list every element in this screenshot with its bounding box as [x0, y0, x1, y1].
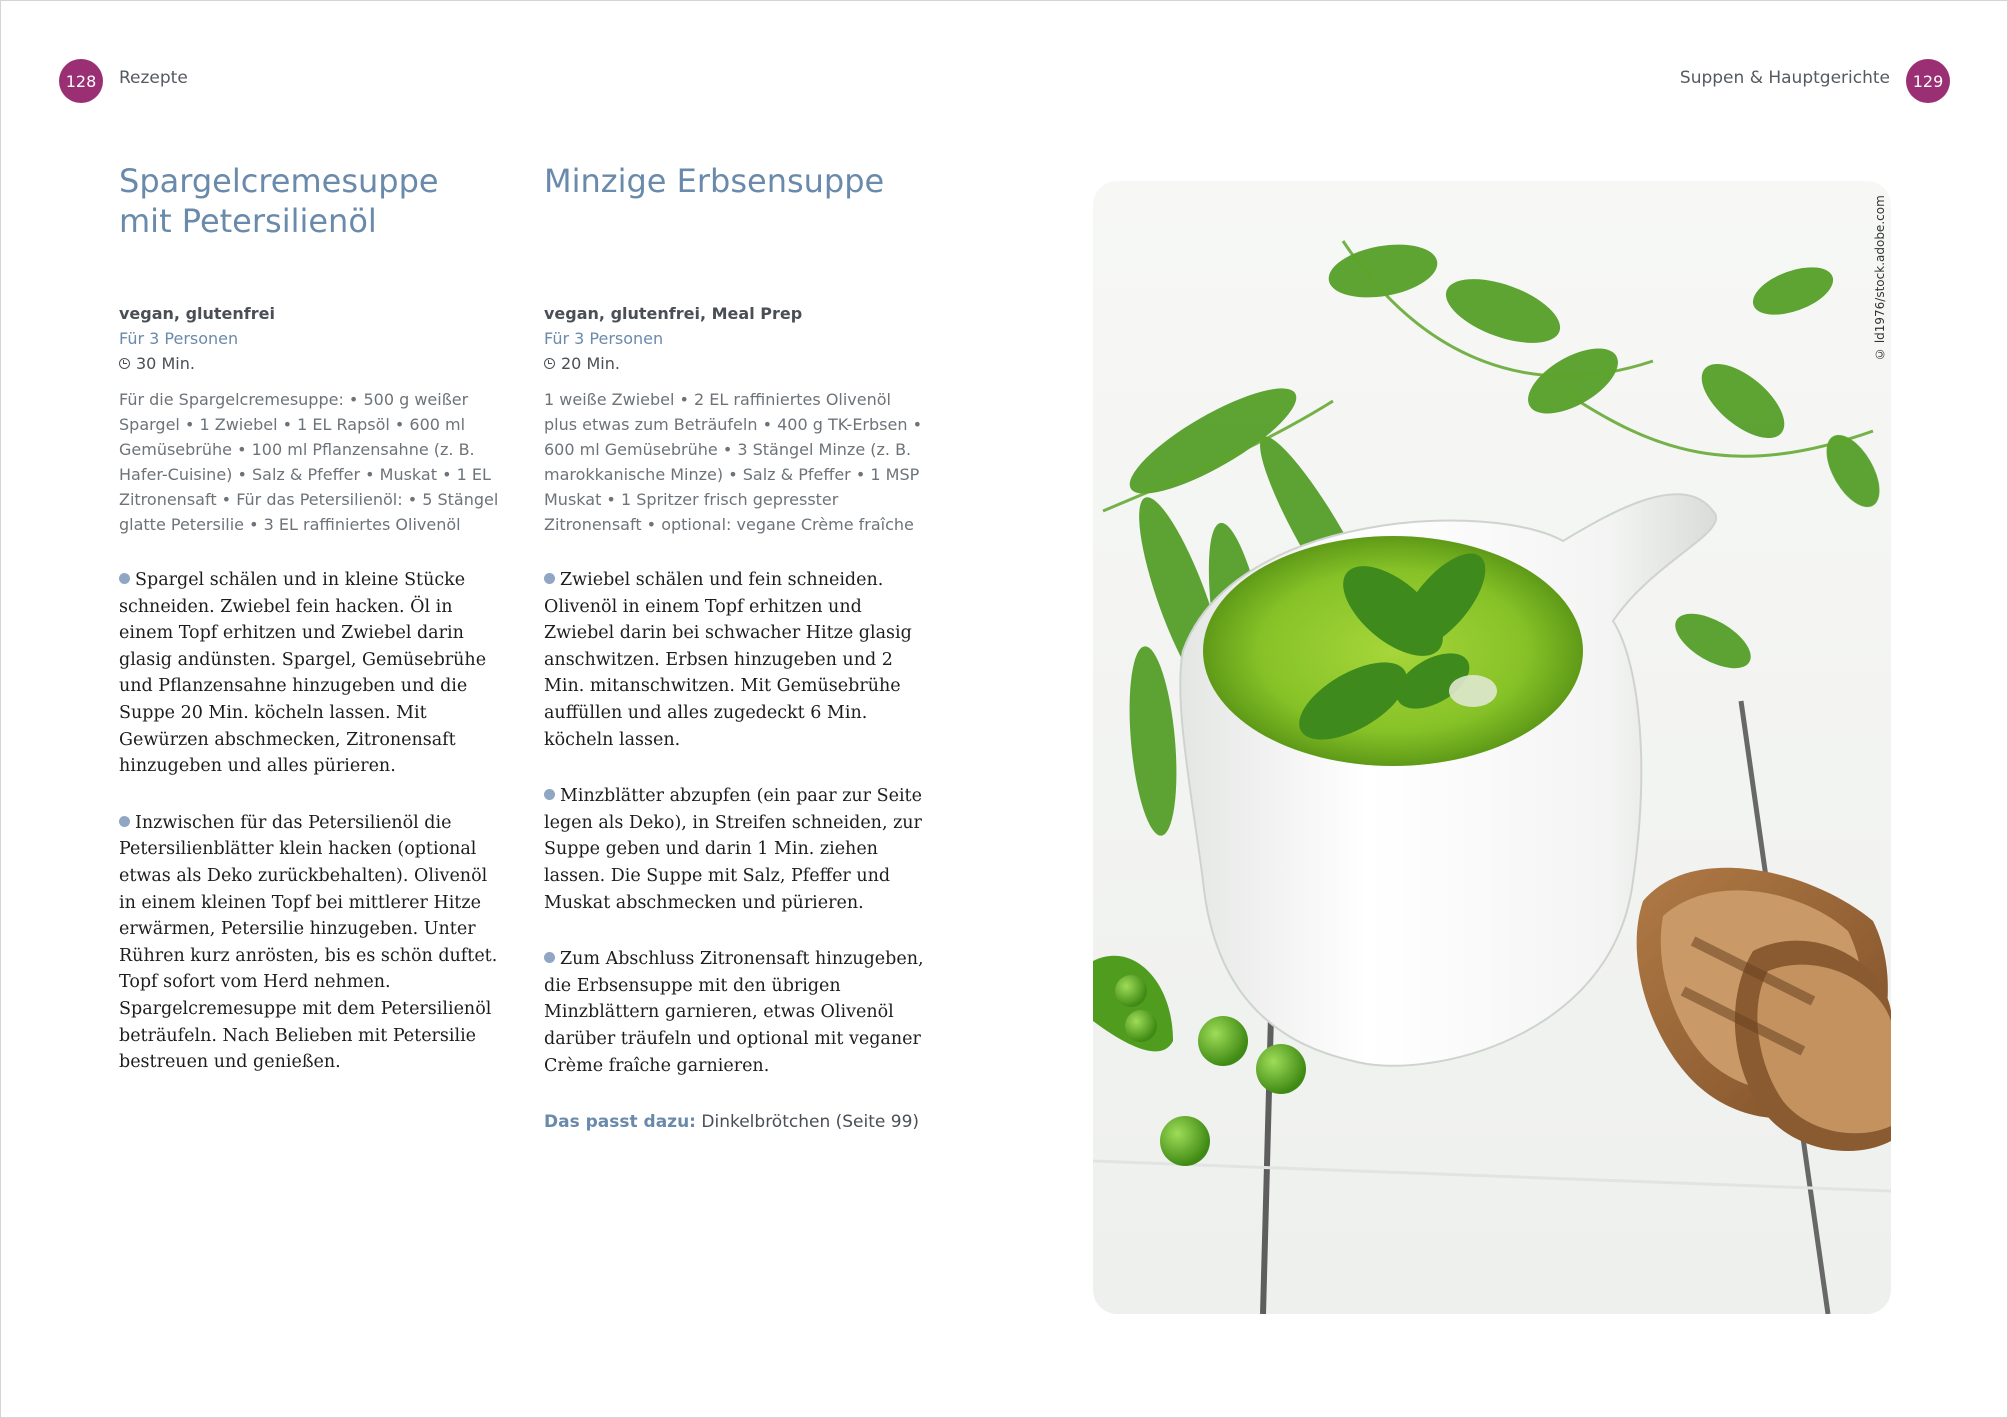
running-head-left: Rezepte: [119, 68, 188, 88]
ingredient-list: Für die Spargelcremesuppe: • 500 g weißer Spargel • 1 Zwiebel • 1 EL Rapsöl • 600 ml Gemüsebrühe • 100 ml Pflanzensahne (z. B. Hafer-Cuisine) • Salz & Pfeffer • Muskat • 1 EL Zitronensaft • Für das Petersilienöl: • 5 Stängel glatte Petersilie • 3 EL raffiniertes Olivenöl: [119, 390, 499, 534]
pairing-note: [544, 1109, 924, 1135]
recipe-servings: Für 3 Personen: [119, 329, 239, 348]
pea-soup-illustration: [1093, 181, 1891, 1314]
recipe-servings: Für 3 Personen: [544, 329, 664, 348]
pairing-text: Dinkelbrötchen (Seite 99): [701, 1112, 920, 1133]
clock-icon: [119, 358, 130, 369]
instruction-step: [544, 567, 924, 753]
bullet-dot-icon: [544, 952, 555, 963]
recipe-asparagus-soup: [119, 161, 499, 1076]
bullet-dot-icon: [119, 816, 130, 827]
instruction-step-text: Zwiebel schälen und fein schneiden. Olivenöl in einem Topf erhitzen und Zwiebel darin bei schwacher Hitze glasig anschwitzen. Erbsen hinzugeben und 2 Min. mitanschwitzen. Mit Gemüsebrühe auffüllen und alles zugedeckt 6 Min. köcheln lassen.: [544, 570, 912, 750]
instruction-step: [119, 810, 499, 1076]
instruction-step: [544, 946, 924, 1079]
pea-soup-photo: [1093, 181, 1891, 1314]
recipe-title: Minzige Erbsensuppe: [544, 162, 885, 200]
bullet-dot-icon: [544, 789, 555, 800]
recipe-time: [119, 351, 499, 376]
page-number-left: 128: [59, 59, 103, 103]
recipe-time: [544, 351, 924, 376]
instruction-step: [119, 567, 499, 780]
instruction-step: [544, 783, 924, 916]
bullet-dot-icon: [119, 573, 130, 584]
photo-credit: © ld1976/stock.adobe.com: [1873, 195, 1887, 361]
page-number-right: 129: [1906, 59, 1950, 103]
ingredient-list: 1 weiße Zwiebel • 2 EL raffiniertes Olivenöl plus etwas zum Beträufeln • 400 g TK-Erbsen • 600 ml Gemüsebrühe • 3 Stängel Minze (z. B. marokkanische Minze) • Salz & Pfeffer • 1 MSP Muskat • 1 Spritzer frisch gepresster Zitronensaft • optional: vegane Crème fraîche: [544, 390, 923, 534]
recipe-pea-soup: [544, 161, 924, 1135]
pairing-label: Das passt dazu:: [544, 1112, 696, 1133]
running-head-right: Suppen & Hauptgerichte: [1679, 68, 1890, 88]
clock-icon: [544, 358, 555, 369]
recipe-title: Spargelcremesuppe mit Petersilienöl: [119, 162, 439, 240]
recipe-time-value: 20 Min.: [561, 354, 620, 373]
instruction-step-text: Minzblätter abzupfen (ein paar zur Seite legen als Deko), in Streifen schneiden, zur Suppe geben und darin 1 Min. ziehen lassen. Die Suppe mit Salz, Pfeffer und Muskat abschmecken und pürieren.: [544, 786, 922, 913]
instruction-step-text: Inzwischen für das Petersilienöl die Petersilienblätter klein hacken (optional etwas als Deko zurückbehalten). Olivenöl in einem kleinen Topf bei mittlerer Hitze erwärmen, Petersilie hinzugeben. Unter Rühren kurz anrösten, bis es schön duftet. Topf sofort vom Herd nehmen. Spargelcremesuppe mit dem Petersilienöl beträufeln. Nach Belieben mit Petersilie bestreuen und genießen.: [119, 812, 498, 1073]
recipe-time-value: 30 Min.: [136, 354, 195, 373]
instruction-step-text: Zum Abschluss Zitronensaft hinzugeben, die Erbsensuppe mit den übrigen Minzblättern garnieren, etwas Olivenöl darüber träufeln und optional mit veganer Crème fraîche garnieren.: [544, 949, 924, 1076]
recipe-tags: vegan, glutenfrei, Meal Prep: [544, 304, 803, 323]
recipe-tags: vegan, glutenfrei: [119, 304, 275, 323]
instruction-step-text: Spargel schälen und in kleine Stücke schneiden. Zwiebel fein hacken. Öl in einem Topf erhitzen und Zwiebel darin glasig andünsten. Spargel, Gemüsebrühe und Pflanzensahne hinzugeben und die Suppe 20 Min. köcheln lassen. Mit Gewürzen abschmecken, Zitronensaft hinzugeben und alles pürieren.: [119, 570, 487, 777]
bullet-dot-icon: [544, 573, 555, 584]
